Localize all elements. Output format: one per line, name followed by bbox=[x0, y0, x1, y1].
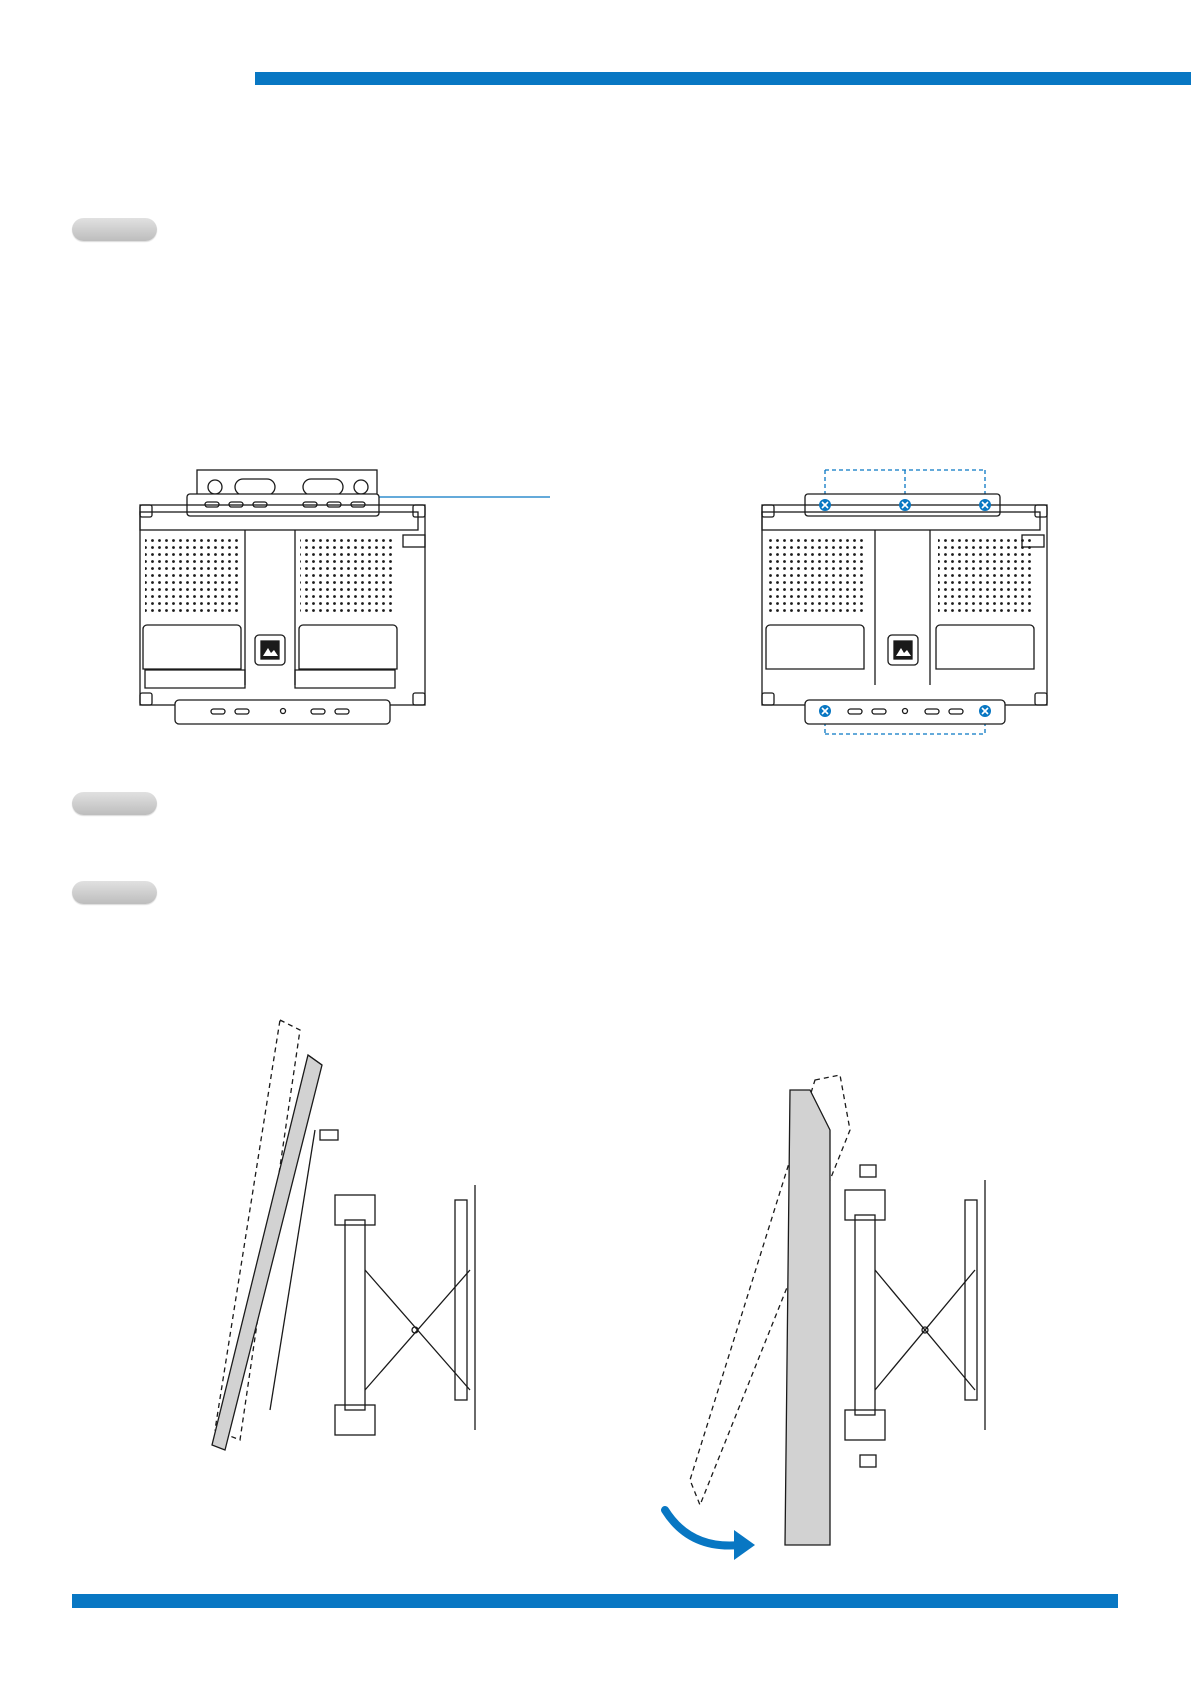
display-rotation-figure bbox=[650, 1070, 1010, 1550]
step-badge-1 bbox=[72, 218, 157, 241]
curved-arrow-icon bbox=[665, 1510, 755, 1560]
display-hooking-figure bbox=[200, 1010, 500, 1460]
step-badge-3 bbox=[72, 881, 157, 904]
step-badge-2 bbox=[72, 792, 157, 815]
footer-accent-bar bbox=[72, 1594, 1118, 1608]
mount-with-level-figure bbox=[135, 460, 575, 740]
header-accent-bar bbox=[255, 72, 1191, 85]
mount-screw-positions-figure bbox=[760, 460, 1080, 770]
